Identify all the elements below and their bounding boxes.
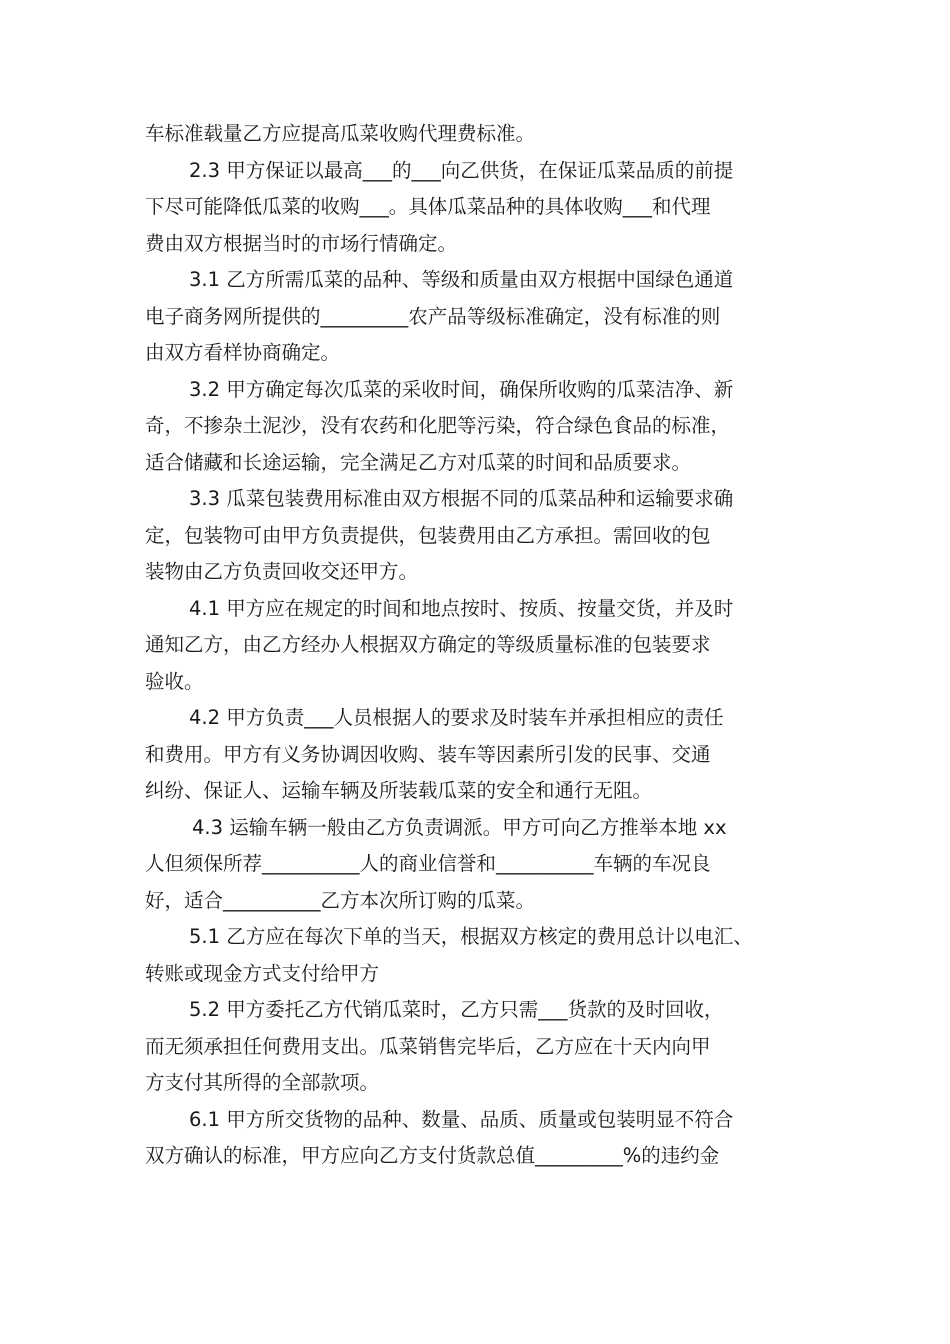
- text-line: 人但须保所荐__________人的商业信誉和__________车辆的车况良: [145, 852, 711, 875]
- text-line: 3.3 瓜菜包装费用标准由双方根据不同的瓜菜品种和运输要求确: [189, 487, 734, 510]
- text-line: 5.2 甲方委托乙方代销瓜菜时，乙方只需___货款的及时回收，: [189, 998, 724, 1021]
- text-line: 电子商务网所提供的_________农产品等级标准确定，没有标准的则: [145, 304, 721, 328]
- text-line: 车标准载量乙方应提高瓜菜收购代理费标准。: [145, 122, 536, 145]
- text-line: 和费用。甲方有义务协调因收购、装车等因素所引发的民事、交通: [145, 742, 711, 766]
- text-line: 装物由乙方负责回收交还甲方。: [145, 560, 419, 583]
- text-line: 转账或现金方式支付给甲方: [145, 961, 380, 985]
- text-line: 4.2 甲方负责___人员根据人的要求及时装车并承担相应的责任: [189, 706, 724, 729]
- text-line: 5.1 乙方应在每次下单的当天，根据双方核定的费用总计以电汇、: [189, 925, 753, 948]
- text-line: 3.1 乙方所需瓜菜的品种、等级和质量由双方根据中国绿色通道: [189, 268, 734, 291]
- text-line: 适合储藏和长途运输，完全满足乙方对瓜菜的时间和品质要求。: [145, 450, 692, 474]
- text-line: 费由双方根据当时的市场行情确定。: [145, 231, 458, 255]
- text-line: 定，包装物可由甲方负责提供，包装费用由乙方承担。需回收的包: [145, 523, 711, 547]
- text-line: 双方确认的标准，甲方应向乙方支付货款总值_________%的违约金: [145, 1144, 720, 1167]
- text-line: 通知乙方，由乙方经办人根据双方确定的等级质量标准的包装要求: [145, 633, 711, 656]
- text-line: 6.1 甲方所交货物的品种、数量、品质、质量或包装明显不符合: [189, 1107, 734, 1131]
- text-line: 验收。: [145, 669, 204, 693]
- text-line: 3.2 甲方确定每次瓜菜的采收时间，确保所收购的瓜菜洁净、新: [189, 377, 734, 401]
- text-line: 好，适合__________乙方本次所订购的瓜菜。: [145, 888, 536, 912]
- text-line: 由双方看样协商确定。: [145, 341, 341, 364]
- document-body: [145, 116, 835, 1175]
- text-line: 2.3 甲方保证以最高___的___向乙供货，在保证瓜菜品质的前提: [189, 158, 734, 182]
- text-line: 方支付其所得的全部款项。: [145, 1071, 380, 1094]
- text-line: 下尽可能降低瓜菜的收购___。具体瓜菜品种的具体收购___和代理: [145, 195, 711, 218]
- text-line: 而无须承担任何费用支出。瓜菜销售完毕后，乙方应在十天内向甲: [145, 1034, 711, 1058]
- text-line: 奇，不掺杂土泥沙，没有农药和化肥等污染，符合绿色食品的标准，: [145, 414, 731, 437]
- text-line: 4.3 运输车辆一般由乙方负责调派。甲方可向乙方推举本地 xx: [192, 815, 727, 839]
- text-line: 纠纷、保证人、运输车辆及所装载瓜菜的安全和通行无阻。: [145, 779, 653, 802]
- text-line: 4.1 甲方应在规定的时间和地点按时、按质、按量交货，并及时: [189, 596, 734, 620]
